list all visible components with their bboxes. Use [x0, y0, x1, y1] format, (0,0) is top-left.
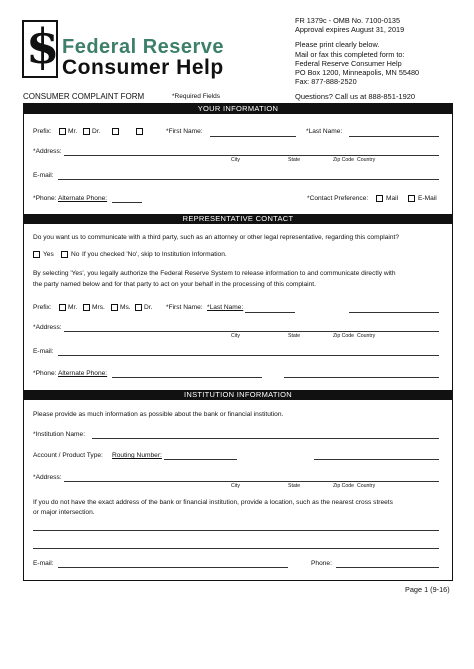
rep-first-name-label: *First Name: — [166, 304, 203, 311]
institution-name-field[interactable] — [92, 438, 439, 439]
zip-caption: Zip Code — [333, 157, 355, 163]
rep-city-caption: City — [231, 333, 240, 339]
dollar-logo-icon: $ — [26, 19, 60, 75]
rep-email-field[interactable] — [58, 355, 439, 356]
email-field[interactable] — [58, 179, 439, 180]
third-party-yes-label: Yes — [43, 251, 54, 258]
rep-prefix-ms-label: Ms. — [120, 304, 131, 311]
logo-line-2: Consumer Help — [62, 56, 224, 79]
location-line-2[interactable] — [33, 548, 439, 549]
instruction-2: Mail or fax this completed form to: — [295, 49, 405, 59]
institution-phone-label: Phone: — [311, 560, 332, 567]
no-address-note-1: If you do not have the exact address of the bank or financial institution, provide a location, such as the nearest cross streets — [33, 499, 393, 506]
rep-country-caption: Country — [357, 333, 376, 339]
routing-number-label: Routing Number: — [112, 452, 162, 459]
inst-city-caption: City — [231, 483, 240, 489]
alternate-phone-field[interactable] — [112, 202, 142, 203]
no-address-note-2: or major intersection. — [33, 509, 95, 516]
third-party-question: Do you want us to communicate with a third party, such as an attorney or other legal representative, regarding this complaint? — [33, 234, 400, 241]
city-caption: City — [231, 157, 240, 163]
rep-phone-field-2[interactable] — [284, 377, 439, 378]
questions-phone: Questions? Call us at 888-851-1920 — [295, 92, 416, 101]
third-party-no-label: No — [71, 251, 80, 258]
rep-phone-label: *Phone: — [33, 370, 57, 377]
representative-contact-header: REPRESENTATIVE CONTACT — [24, 214, 452, 224]
logo-line-1: Federal Reserve — [62, 36, 225, 58]
institution-information-header: INSTITUTION INFORMATION — [24, 390, 452, 400]
rep-last-name-label: *Last Name: — [207, 304, 244, 311]
rep-prefix-mrs-checkbox[interactable] — [83, 304, 90, 311]
institution-phone-field[interactable] — [336, 567, 439, 568]
inst-zip-caption: Zip Code — [333, 483, 355, 489]
prefix-dr-label: Dr. — [92, 128, 101, 135]
inst-state-caption: State — [288, 483, 301, 489]
address-label: *Address: — [33, 148, 62, 155]
last-name-label: *Last Name: — [306, 128, 343, 135]
rep-zip-caption: Zip Code — [333, 333, 355, 339]
rep-prefix-label: Prefix: — [33, 304, 52, 311]
rep-prefix-mrs-label: Mrs. — [92, 304, 105, 311]
institution-intro: Please provide as much information as possible about the bank or financial institution. — [33, 411, 284, 418]
rep-state-caption: State — [288, 333, 301, 339]
third-party-no-checkbox[interactable] — [61, 251, 68, 258]
rep-address-field[interactable] — [64, 331, 439, 332]
rep-alternate-phone-field[interactable] — [112, 377, 262, 378]
rep-prefix-mr-checkbox[interactable] — [59, 304, 66, 311]
contact-preference-label: *Contact Preference: — [307, 195, 369, 202]
rep-prefix-ms-checkbox[interactable] — [111, 304, 118, 311]
mail-address-1: Federal Reserve Consumer Help — [295, 58, 402, 68]
mail-address-2: PO Box 1200, Minneapolis, MN 55480 — [295, 67, 420, 77]
institution-address-label: *Address: — [33, 474, 62, 481]
prefix-mr-label: Mr. — [68, 128, 78, 135]
rep-first-name-field[interactable] — [245, 312, 295, 313]
complaint-form — [23, 103, 453, 581]
authorization-line-2: the party named below and for that party to act on your behalf in the processing of this complaint. — [33, 281, 316, 288]
prefix-mr-checkbox[interactable] — [59, 128, 66, 135]
inst-country-caption: Country — [357, 483, 376, 489]
alternate-phone-label: Alternate Phone: — [58, 195, 108, 202]
contact-mail-checkbox[interactable] — [376, 195, 383, 202]
account-type-label: Account / Product Type: — [33, 452, 103, 459]
country-caption: Country — [357, 157, 376, 163]
address-field[interactable] — [64, 155, 439, 156]
contact-email-label: E-Mail — [418, 195, 437, 202]
location-line-1[interactable] — [33, 530, 439, 531]
instruction-1: Please print clearly below. — [295, 40, 380, 50]
prefix-dr-checkbox[interactable] — [83, 128, 90, 135]
account-type-field[interactable] — [314, 459, 439, 460]
institution-address-field[interactable] — [64, 481, 439, 482]
rep-prefix-dr-checkbox[interactable] — [135, 304, 142, 311]
rep-prefix-mr-label: Mr. — [68, 304, 78, 311]
phone-label: *Phone: — [33, 195, 57, 202]
your-information-header: YOUR INFORMATION — [24, 104, 452, 114]
institution-email-label: E-mail: — [33, 560, 54, 567]
first-name-field[interactable] — [210, 136, 296, 137]
authorization-line-1: By selecting 'Yes', you legally authorize the Federal Reserve System to release information to and communicate directly with — [33, 270, 396, 277]
prefix-label: Prefix: — [33, 128, 52, 135]
rep-email-label: E-mail: — [33, 348, 54, 355]
rep-last-name-field[interactable] — [349, 312, 439, 313]
header-info — [295, 16, 419, 86]
page-title: CONSUMER COMPLAINT FORM — [23, 92, 145, 101]
institution-name-label: *Institution Name: — [33, 431, 86, 438]
institution-email-field[interactable] — [58, 567, 288, 568]
last-name-field[interactable] — [349, 136, 439, 137]
contact-email-checkbox[interactable] — [408, 195, 415, 202]
fax-number: Fax: 877-888-2520 — [295, 77, 357, 87]
rep-alternate-phone-label: Alternate Phone: — [58, 370, 108, 377]
email-label: E-mail: — [33, 172, 54, 179]
skip-note: If you checked 'No', skip to Institution Information. — [82, 251, 227, 258]
rep-address-label: *Address: — [33, 324, 62, 331]
required-note: *Required Fields — [172, 93, 221, 100]
rep-prefix-dr-label: Dr. — [144, 304, 153, 311]
state-caption: State — [288, 157, 301, 163]
approval-date: Approval expires August 31, 2019 — [295, 25, 405, 35]
first-name-label: *First Name: — [166, 128, 203, 135]
third-party-yes-checkbox[interactable] — [33, 251, 40, 258]
prefix-other-checkbox[interactable] — [112, 128, 119, 135]
form-number: FR 1379c - OMB No. 7100-0135 — [295, 16, 401, 25]
prefix-other2-checkbox[interactable] — [136, 128, 143, 135]
contact-mail-label: Mail — [386, 195, 399, 202]
routing-number-field[interactable] — [164, 459, 237, 460]
page-number: Page 1 (9-16) — [405, 585, 450, 594]
